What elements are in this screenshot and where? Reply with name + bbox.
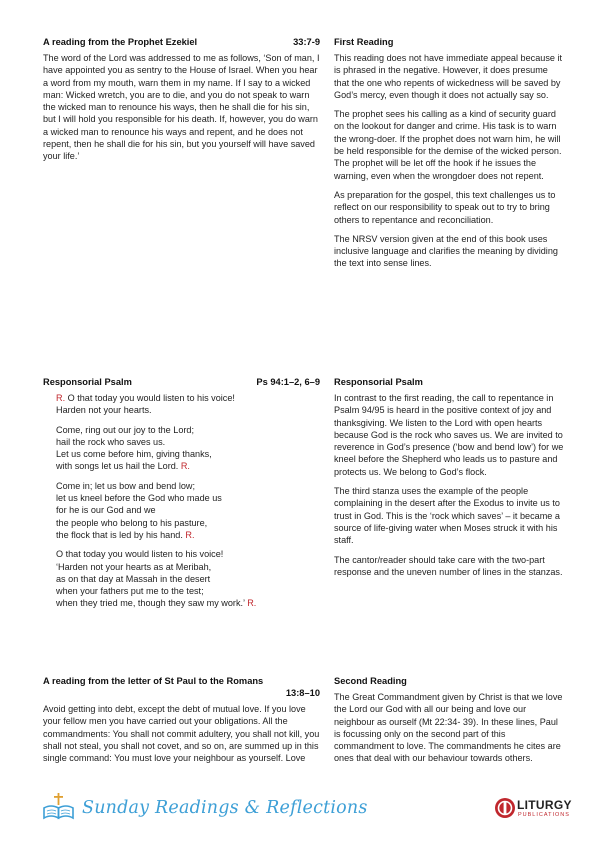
second-reading-reference: 13:8–10 [285, 688, 320, 698]
stanza-line: Let us come before him, giving thanks, [56, 449, 212, 460]
stanza-line: ‘Harden not your hearts as at Meribah, [56, 561, 212, 572]
reflection-paragraph: In contrast to the first reading, the call to repentance in Psalm 94/95 is heard in the positive context of joy and thanksgiving. We listen to the Lord with open hearts because God is the rock who saves us. We are invited to reverence in God’s presence (‘bow and bend low’) for we kneel before the Shepherd who leads us to pasture and protects us. We belong to God’s flock. [334, 393, 564, 477]
response-marker: R. [185, 529, 195, 540]
first-reading-reflection [334, 36, 564, 277]
reflection-paragraph: The Great Commandment given by Christ is that we love the Lord our God with all our being and love our neighbour as ourself (Mt 22:34- 39). In these lines, Paul is focussing only on the second part of this commandment to love. The commandments he cites are ones that deal with our behaviour towards others. [334, 692, 563, 764]
footer-brand [42, 793, 368, 823]
psalm-stanza-2 [56, 480, 320, 541]
second-reading-reflection [334, 675, 564, 772]
reflection-paragraph: The NRSV version given at the end of this book uses inclusive language and clarifies the meaning by dividing the text into sense lines. [334, 233, 558, 269]
stanza-line: the people who belong to his pasture, [56, 517, 208, 528]
liturgy-logo-icon [494, 797, 516, 824]
psalm-heading [43, 376, 320, 388]
stanza-line: let us kneel before the God who made us [56, 493, 222, 504]
stanza-line-text: when they tried me, though they saw my work.’ [56, 598, 248, 609]
reflection-paragraph: As preparation for the gospel, this text challenges us to reflect on our responsibility to speak out to try to bring others to repentance and reconciliation. [334, 189, 556, 225]
psalm-response [56, 392, 320, 417]
stanza-line: Come in; let us bow and bend low; [56, 480, 196, 491]
stanza-line: as on that day at Massah in the desert [56, 573, 211, 584]
stanza-line [56, 460, 320, 472]
second-reading-section [43, 675, 320, 764]
second-reading-title: A reading from the letter of St Paul to the Romans [43, 676, 264, 686]
first-reading-section [43, 36, 320, 163]
psalm-title: Responsorial Psalm [43, 377, 132, 387]
stanza-line: Come, ring out our joy to the Lord; [56, 424, 194, 435]
stanza-line: when your fathers put me to the test; [56, 586, 204, 597]
first-reading-reference: 33:7-9 [293, 37, 320, 47]
response-line [56, 392, 320, 404]
psalm-section [43, 376, 320, 617]
second-reading-heading [43, 675, 320, 699]
psalm-reflection-title-text: Responsorial Psalm [334, 377, 423, 387]
reflection-paragraph: This reading does not have immediate appeal because it is phrased in the negative. However, it does presume that the one who repents of wickedness will be saved by God’s mercy, even though it does not actually say so. [334, 53, 562, 100]
response-marker: R. [247, 598, 257, 609]
open-book-cross-icon [42, 792, 76, 825]
first-reflection-title-text: First Reading [334, 37, 394, 47]
second-reflection-title [334, 675, 564, 687]
first-reading-text: The word of the Lord was addressed to me as follows, ‘Son of man, I have appointed you as sentry to the House of Israel. When you hear a word from my mouth, warn them in my name. If I say to a wicked man: Wicked wretch, you are to die, and you do not speak to warn the wicked man to renounce his ways, then he shall die for his sin, but I will hold you responsible for his death. If, however, you do warn a wicked man to renounce his ways and repent, and he does not repent, then he shall die for his sin, but you yourself will have saved your life.’ [43, 53, 320, 162]
brand-title: Sunday Readings & Reflections [82, 798, 368, 818]
psalm-stanza-3 [56, 548, 320, 609]
first-reflection-title [334, 36, 564, 48]
stanza-line [56, 597, 320, 609]
response-text: O that today you would listen to his voice! [65, 393, 235, 403]
reflection-paragraph: The third stanza uses the example of the people complaining in the desert after the Exodus to invite us to trust in God. This is the ‘rock which saves’ – it became a source of life-giving water when Moses struck it with his staff. [334, 486, 560, 546]
reflection-paragraph: The cantor/reader should take care with the two-part response and the uneven number of lines in the stanzas. [334, 554, 563, 577]
psalm-reflection-title [334, 376, 564, 388]
stanza-line: hail the rock who saves us. [56, 436, 166, 447]
psalm-reference: Ps 94:1–2, 6–9 [256, 377, 320, 387]
stanza-line: for he is our God and we [56, 505, 156, 516]
stanza-line [56, 529, 320, 541]
publisher-name: LITURGY [517, 798, 572, 812]
first-reading-title: A reading from the Prophet Ezekiel [43, 37, 198, 47]
first-reading-heading [43, 36, 320, 48]
psalm-reflection [334, 376, 564, 585]
response-marker: R. [56, 393, 66, 403]
second-reflection-title-text: Second Reading [334, 676, 407, 686]
reflection-paragraph: The prophet sees his calling as a kind of security guard on the lookout for danger and crime. His task is to warn the wrong-doer. If the prophet does not warn him, he will be held responsible for the demise of the wicked person. The prophet will be let off the hook if he issues the warning, even when the wrongdoer does not repent. [334, 109, 562, 181]
stanza-line-text: with songs let us hail the Lord. [56, 461, 181, 472]
publisher-logo [494, 796, 574, 824]
response-line: Harden not your hearts. [56, 405, 152, 416]
publisher-subtitle: PUBLICATIONS [518, 812, 570, 818]
second-reading-text: Avoid getting into debt, except the debt of mutual love. If you love your fellow men you have carried out your obligations. All the commandments: You shall not commit adultery, you shall not kill, you shall not steal, you shall not covet, and so on, are summed up in this single command: You must love your neighbour as yourself. Love [43, 704, 320, 764]
stanza-line-text: the flock that is led by his hand. [56, 529, 186, 540]
response-marker: R. [180, 461, 190, 472]
stanza-line: O that today you would listen to his voice! [56, 549, 224, 560]
psalm-stanza-1 [56, 424, 320, 473]
